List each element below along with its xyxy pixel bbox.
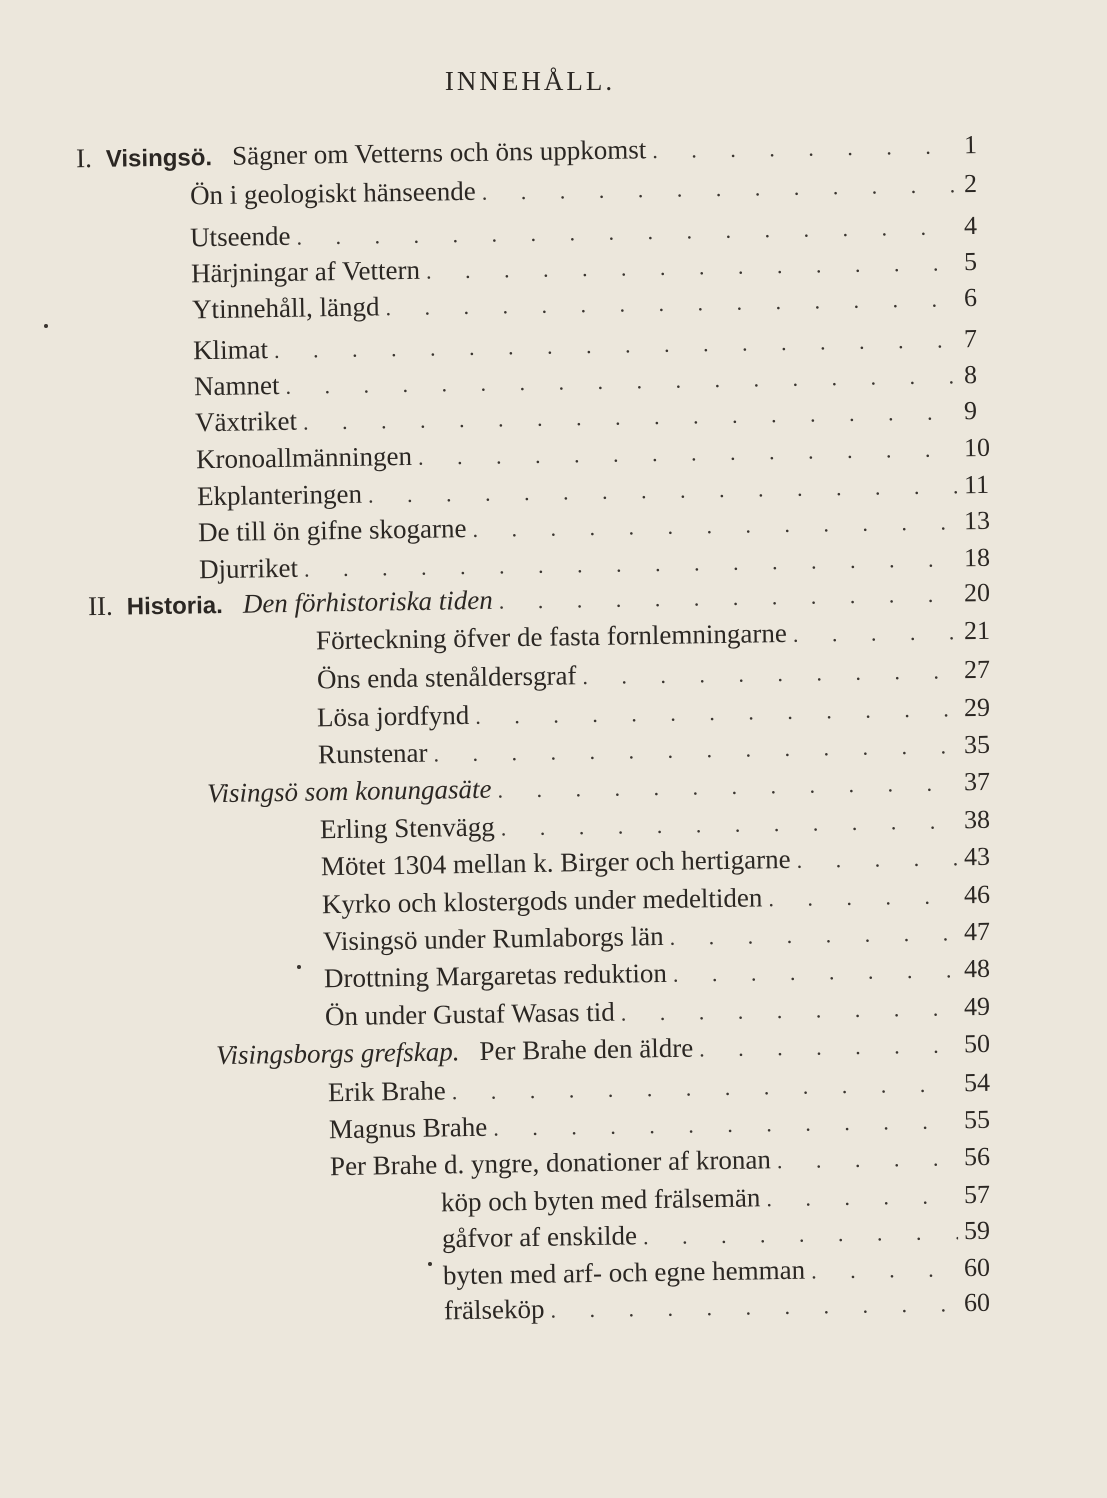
entry-title: Utseende (189, 220, 291, 253)
entry-title: Per Brahe den äldre (479, 1032, 694, 1066)
entry-title: Lösa jordfynd (316, 699, 470, 733)
page-number: 13 (963, 505, 991, 536)
entry-title: Kyrko och klostergods under medeltiden (321, 882, 763, 920)
page-number: 7 (963, 323, 978, 354)
page-number: 20 (963, 577, 991, 608)
leader-dots (550, 1286, 958, 1328)
page-number: 47 (963, 916, 991, 947)
entry-title: Ekplanteringen (196, 478, 363, 512)
entry-title: Erling Stenvägg (319, 811, 495, 845)
ink-speck (297, 965, 301, 969)
page-number: 54 (963, 1067, 991, 1098)
page-number: 60 (963, 1287, 991, 1318)
leader-dots (481, 167, 958, 210)
page-number: 60 (963, 1252, 991, 1283)
part-number: II. (87, 590, 114, 622)
page-number: 55 (963, 1104, 991, 1135)
page-number: 11 (963, 469, 990, 500)
entry-title: Härjningar af Vettern (190, 254, 421, 289)
entry-title: Kronoallmänningen (195, 440, 413, 475)
entry-title: Förteckning öfver de fasta fornlemningarne (315, 617, 788, 656)
leader-dots (699, 1027, 958, 1067)
leader-dots (582, 653, 958, 695)
ink-speck (428, 1262, 432, 1266)
page-number: 6 (963, 282, 978, 313)
page-number: 10 (963, 432, 991, 463)
entry-title: Namnet (193, 369, 280, 402)
page-number: 59 (963, 1215, 991, 1246)
entry-title: Per Brahe d. yngre, donationer af kronan (329, 1144, 772, 1182)
page-number: 49 (963, 991, 991, 1022)
page-number: 5 (963, 246, 978, 277)
page-number: 37 (963, 766, 991, 797)
page-number: 8 (963, 360, 978, 390)
page-number: 35 (963, 729, 991, 760)
page-number: 29 (963, 692, 991, 723)
entry-title: Visingsö under Rumlaborgs län (322, 920, 664, 957)
page-number: 50 (963, 1028, 991, 1059)
page-number: 4 (963, 210, 978, 241)
page-number: 9 (963, 396, 978, 426)
leader-dots (385, 281, 958, 326)
entry-title: Öns enda stenåldersgraf (316, 660, 577, 695)
section-title: Den förhistoriska tiden (242, 584, 494, 619)
entry-title: byten med arf- och egne hemman (442, 1254, 806, 1291)
leader-dots (793, 614, 959, 653)
entry-title: Djurriket (198, 552, 299, 585)
entry-title: frälseköp (443, 1293, 545, 1326)
leader-dots (766, 1178, 958, 1217)
page-number: 21 (963, 615, 991, 646)
leader-dots (669, 915, 958, 956)
entry-title: Erik Brahe (327, 1075, 446, 1108)
page-number: 2 (963, 168, 978, 199)
page-number: 18 (963, 542, 991, 573)
page-number: 46 (963, 879, 991, 910)
entry-title: Ön under Gustaf Wasas tid (324, 996, 616, 1032)
page-number: 43 (963, 841, 991, 872)
entry-title: köp och byten med frälsemän (440, 1182, 761, 1218)
page-number: 48 (963, 953, 991, 984)
entry-title: De till ön gifne skogarne (197, 513, 467, 548)
page-number: 56 (963, 1141, 991, 1172)
page-number: 1 (963, 130, 978, 160)
entry-title: Magnus Brahe (328, 1111, 488, 1145)
page-number: 57 (963, 1179, 991, 1210)
page-number: 27 (963, 654, 991, 685)
part-number: I. (75, 142, 93, 174)
entry-title: Ytinnehåll, längd (191, 291, 380, 325)
leader-dots (796, 840, 958, 879)
page-title: INNEHÅLL. (444, 66, 616, 96)
page-number: 38 (963, 804, 991, 835)
leader-dots (673, 952, 959, 992)
part-title: Visingsö. (105, 144, 213, 173)
section-title: Visingsö som konungasäte (206, 773, 492, 809)
ink-speck (44, 324, 48, 328)
entry-title: Mötet 1304 mellan k. Birger och hertigarne (320, 843, 791, 882)
entry-title: Runstenar (317, 737, 428, 770)
leader-dots (777, 1140, 959, 1179)
leader-dots (652, 128, 958, 169)
part-title: Historia. (126, 592, 224, 621)
entry-title: Ön i geologiskt hänseende (189, 175, 476, 211)
section-title: Visingsborgs grefskap. (215, 1036, 460, 1071)
entry-title: gåfvor af enskilde (441, 1220, 638, 1254)
toc-entry (444, 1284, 996, 1329)
entry-title: Drottning Margaretas reduktion (323, 957, 668, 994)
entry-title: Sägner om Vetterns och öns uppkomst (231, 134, 647, 171)
entry-title: Växtriket (194, 405, 298, 438)
leader-dots (768, 878, 958, 917)
entry-title: Klimat (192, 334, 269, 366)
